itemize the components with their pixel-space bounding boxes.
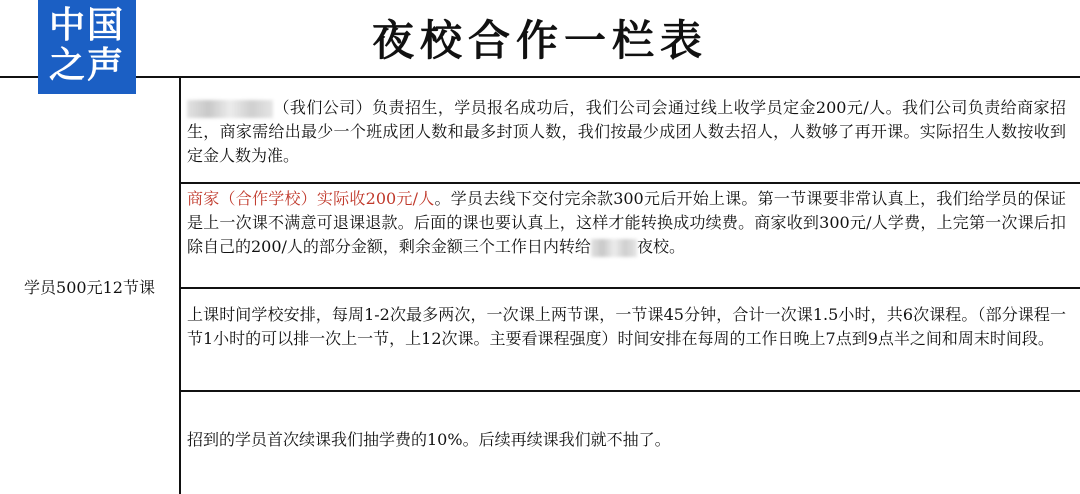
table-row-recruitment [181, 78, 1080, 184]
table-row-commission [181, 392, 1080, 494]
redacted-name [187, 100, 273, 118]
row-text: 上课时间学校安排，每周1-2次最多两次，一次课上两节课，一节课45分钟，合计一次课1.5小时，共6次课程。（部分课程一节1小时的可以排一次上一节，上12次课。主要看课程强度）时间安排在每周的工作日晚上7点到9点半之间和周末时间段。 [187, 305, 1066, 348]
row-text [187, 187, 1066, 259]
row-text-content-end: 夜校。 [636, 237, 685, 256]
row-text: 招到的学员首次续课我们抽学费的10%。后续再续课我们就不抽了。 [187, 430, 671, 449]
logo [38, 0, 136, 94]
table-row-payment [181, 184, 1080, 289]
row-header-cell: 学员500元12节课 [0, 78, 181, 494]
redacted-name [591, 239, 637, 257]
table-row-schedule [181, 289, 1080, 392]
logo-line-2: 之声 [48, 45, 125, 86]
table-title: 夜校合作一栏表 [0, 0, 1080, 78]
logo-line-1: 中国 [48, 5, 125, 46]
row-text-content: 。学员去线下交付完余款300元后开始上课。第一节课要非常认真上，我们给学员的保证是上一次课不满意可退课退款。后面的课也要认真上，这样才能转换成功续费。商家收到300元/人学费，上完第一次课后扣除自己的200/人的部分金额，剩余金额三个工作日内转给 [187, 189, 1066, 256]
highlighted-text: 商家（合作学校）实际收200元/人 [187, 189, 435, 208]
row-text [187, 96, 1066, 168]
row-text-content: （我们公司）负责招生，学员报名成功后，我们公司会通过线上收学员定金200元/人。我们公司负责给商家招生，商家需给出最少一个班成团人数和最多封顶人数，我们按最少成团人数去招人，人数够了再开课。实际招生人数按收到定金人数为准。 [187, 98, 1066, 165]
